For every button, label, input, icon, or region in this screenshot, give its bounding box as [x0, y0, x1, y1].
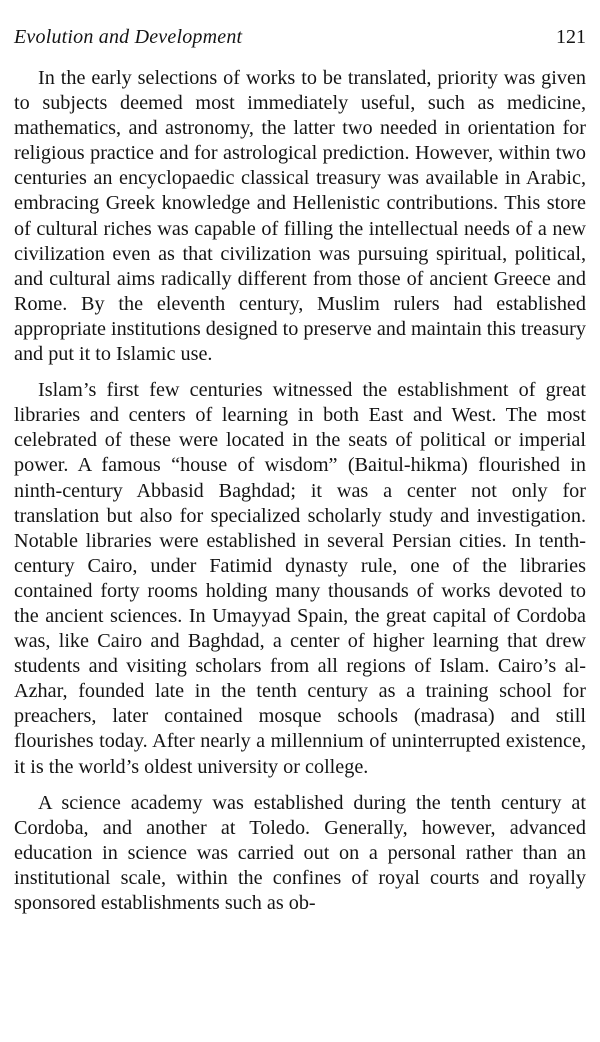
- paragraph-science-academy: A science academy was established during the tenth century at Cordoba, and another at Toledo. Generally, however, advanced education in science was carried out on a personal rather than an institutional scale, within the confines of royal courts and royally sponsored establishments such as ob-: [14, 791, 586, 914]
- running-head: [14, 24, 586, 54]
- page-number: 121: [556, 26, 586, 48]
- paragraph-libraries-and-centers: Islam’s first few centuries witnessed the establishment of great libraries and centers of learning in both East and West. The most celebrated of these were located in the seats of political or imperial power. A famous “house of wisdom” (Baitul-hikma) flourished in ninth-century Abbasid Baghdad; it was a center not only for translation but also for specialized scholarly study and investigation. Notable libraries were established in several Persian cities. In tenth-century Cairo, under Fatimid dynasty rule, one of the libraries contained forty rooms holding many thousands of works devoted to the ancient sciences. In Umayyad Spain, the great capital of Cordoba was, like Cairo and Baghdad, a center of higher learning that drew students and visiting scholars from all regions of Islam. Cairo’s al-Azhar, founded late in the tenth century as a training school for preachers, later contained mosque schools (madrasa) and still flourishes today. After nearly a millennium of uninterrupted existence, it is the world’s oldest university or college.: [14, 379, 586, 778]
- paragraph-translation-priorities: In the early selections of works to be translated, priority was given to subjects deemed most immediately useful, such as medicine, mathematics, and astronomy, the latter two needed in orientation for religious practice and for astrological prediction. However, within two centuries an encyclopaedic classical treasury was available in Arabic, embracing Greek knowledge and Hellenistic contributions. This store of cultural riches was capable of filling the intellectual needs of a new civilization even as that civilization was pursuing spiritual, political, and cultural aims radically different from those of ancient Greece and Rome. By the eleventh century, Muslim rulers had established appropriate institutions designed to preserve and maintain this treasury and put it to Islamic use.: [14, 67, 586, 366]
- body-text: [14, 66, 586, 916]
- running-head-title: Evolution and Development: [14, 26, 243, 48]
